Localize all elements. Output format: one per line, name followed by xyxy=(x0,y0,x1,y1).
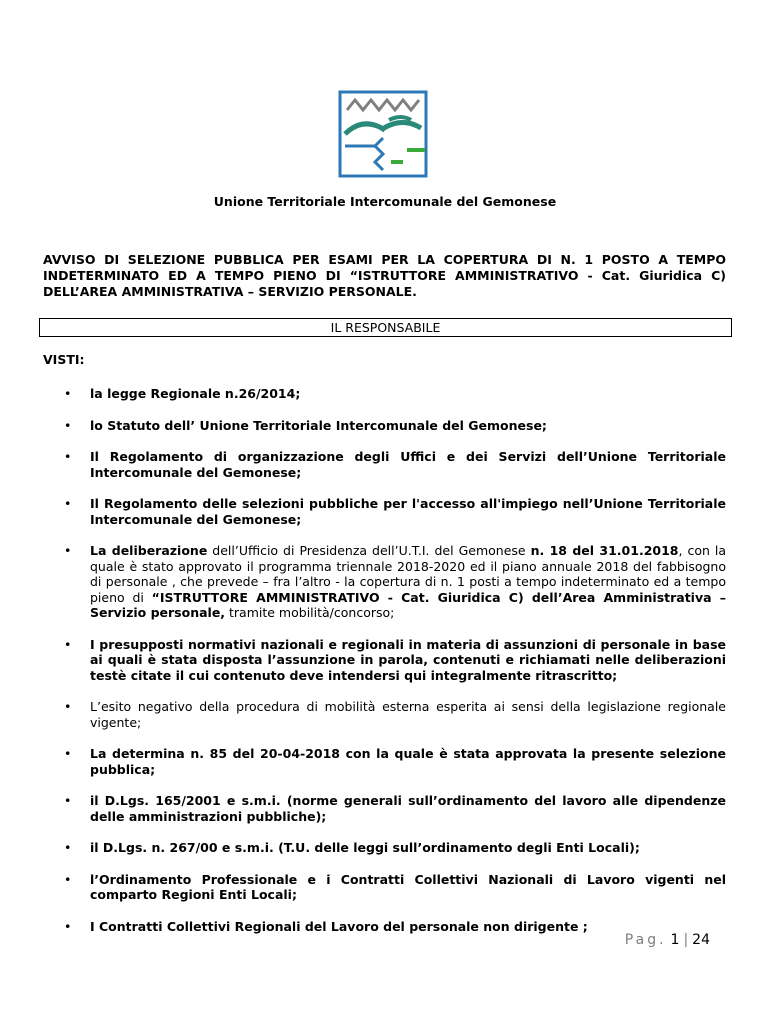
visti-label: VISTI: xyxy=(43,352,85,367)
bullet: • xyxy=(64,699,72,714)
list-item: • l’Ordinamento Professionale e i Contratti Collettivi Nazionali di Lavoro vigenti nel comparto Regioni Enti Locali; xyxy=(64,871,726,902)
visti-list xyxy=(0,386,770,950)
bullet: • xyxy=(64,746,72,761)
bullet: • xyxy=(64,636,72,652)
list-item-deliberazione: • La deliberazione dell’Ufficio di Presidenza dell’U.T.I. del Gemonese n. 18 del 31.01.2018, con la quale è stato approvato il programma triennale 2018-2020 ed il piano annuale 2018 del fabbisogno di personale , che prevede – fra l’altro - la copertura di n. 1 posti a tempo indeterminato ed a tempo pieno di “ISTRUTTORE AMMINISTRATIVO - Cat. Giuridica C) dell’Area Amministrativa – Servizio personale, tramite mobilità/concorso; xyxy=(64,543,727,620)
bullet: • xyxy=(64,449,72,464)
page-number xyxy=(625,932,710,948)
bullet: • xyxy=(64,543,72,558)
notice-title: AVVISO DI SELEZIONE PUBBLICA PER ESAMI PER LA COPERTURA DI N. 1 POSTO A TEMPO INDETERMINATO ED A TEMPO PIENO DI “ISTRUTTORE AMMINISTRATIVO - Cat. Giuridica C) DELL’AREA AMMINISTRATIVA – SERVIZIO PERSONALE. xyxy=(43,252,726,299)
list-item: • il D.Lgs. 165/2001 e s.m.i. (norme generali sull’ordinamento del lavoro alle dipendenze delle amministrazioni pubbliche); xyxy=(64,793,726,824)
list-item: • il D.Lgs. n. 267/00 e s.m.i. (T.U. delle leggi sull’ordinamento degli Enti Locali); xyxy=(64,840,640,855)
bullet: • xyxy=(64,918,72,934)
page-word: Pag. xyxy=(624,932,667,948)
list-item: • I presupposti normativi nazionali e regionali in materia di assunzioni di personale in base ai quali è stata disposta l’assunzione in parola, contenuti e richiamati nelle deliberazioni testè citate il cui contenuto deve intendersi qui integralmente ritrascritto; xyxy=(64,636,726,683)
responsible-heading: IL RESPONSABILE xyxy=(39,318,732,337)
bullet: • xyxy=(64,871,72,887)
page-separator: | xyxy=(683,932,689,948)
bullet: • xyxy=(64,496,72,511)
bullet: • xyxy=(64,840,72,855)
list-item: • I Contratti Collettivi Regionali del Lavoro del personale non dirigente ; xyxy=(64,918,588,934)
list-item: • L’esito negativo della procedura di mobilità esterna esperita ai sensi della legislazione regionale vigente; xyxy=(64,699,726,730)
current-page: 1 xyxy=(670,932,680,948)
total-pages: 24 xyxy=(692,932,710,948)
bullet: • xyxy=(64,386,72,401)
organization-name: Unione Territoriale Intercomunale del Gemonese xyxy=(213,194,557,209)
list-item: • Il Regolamento di organizzazione degli Uffici e dei Servizi dell’Unione Territoriale Intercomunale del Gemonese; xyxy=(64,449,726,480)
union-logo-icon xyxy=(337,90,429,178)
list-item: • Il Regolamento delle selezioni pubbliche per l'accesso all'impiego nell’Unione Territoriale Intercomunale del Gemonese; xyxy=(64,496,726,527)
list-item: • lo Statuto dell’ Unione Territoriale Intercomunale del Gemonese; xyxy=(64,417,547,433)
list-item: • la legge Regionale n.26/2014; xyxy=(64,386,301,401)
bullet: • xyxy=(64,417,72,433)
bullet: • xyxy=(64,793,72,808)
list-item: • La determina n. 85 del 20-04-2018 con la quale è stata approvata la presente selezione pubblica; xyxy=(64,746,726,777)
